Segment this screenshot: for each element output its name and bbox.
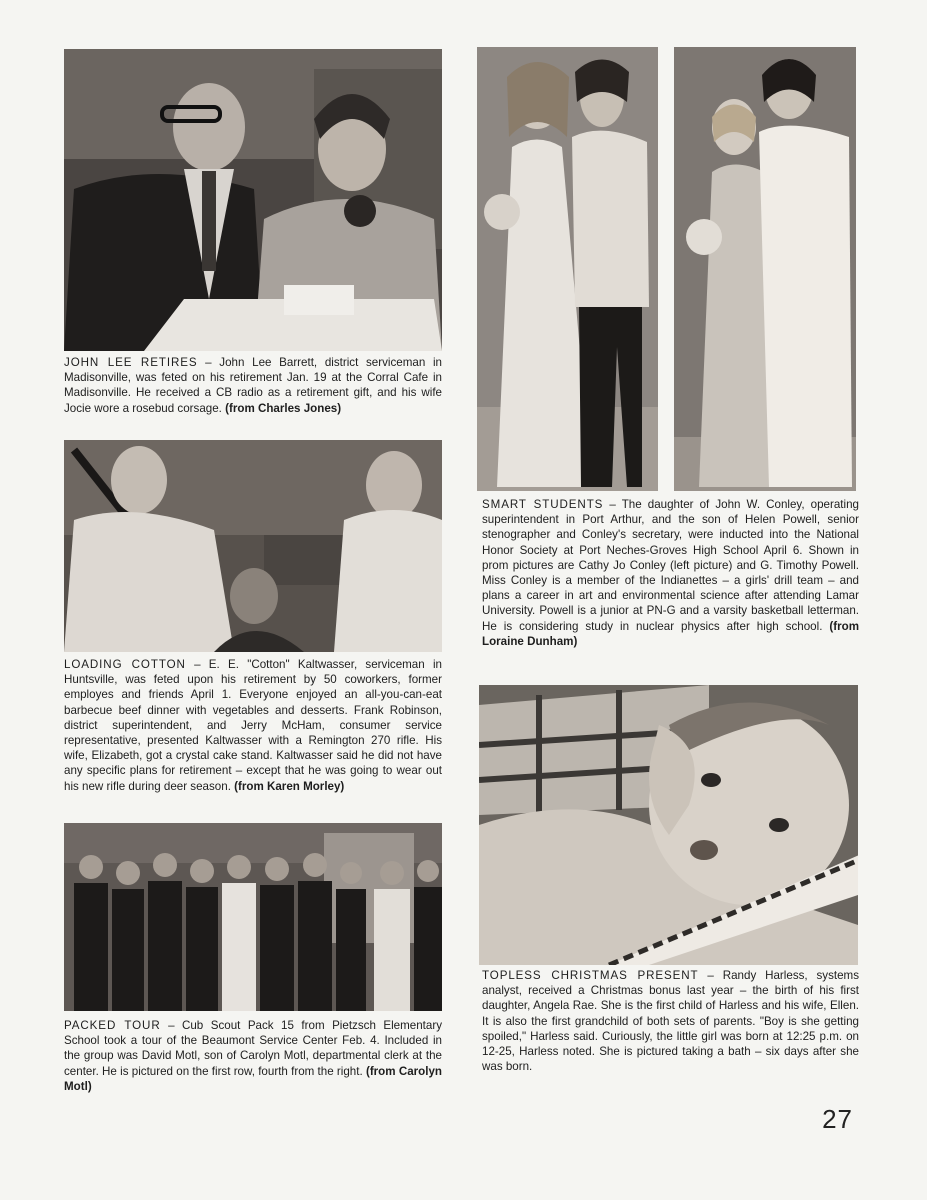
caption-dash: – [197,356,220,369]
caption-john-lee-body: John Lee Barrett, district serviceman in Madisonville, was feted on his retirement Jan. 19 at the Corral Cafe in Madisonville. He received a CB radio as a retirement gift, and his wife Jocie wore a rosebud corsage. [64,356,442,415]
caption-john-lee-credit: (from Charles Jones) [225,401,342,415]
caption-john-lee [64,355,442,416]
caption-packed-tour-body: Cub Scout Pack 15 from Pietzsch Elementary School took a tour of the Beaumont Service Center Feb. 4. Included in the group was David Motl, son of Carolyn Motl, departmental clerk at the center. He is pictured on the first row, fourth from the right. [64,1019,442,1078]
photo-baby [479,685,858,965]
caption-dash: – [603,498,622,511]
caption-smart-students [482,497,859,649]
photo-prom-left [477,47,658,491]
loading-photo-image [64,440,442,652]
caption-loading-cotton [64,657,442,794]
photo-retirement [64,49,442,351]
caption-topless [482,968,859,1074]
caption-topless-headline: TOPLESS CHRISTMAS PRESENT [482,969,699,982]
caption-loading-cotton-headline: LOADING COTTON [64,658,186,671]
page-number: 27 [822,1104,853,1134]
caption-smart-students-credit: (from Loraine Dunham) [482,619,859,648]
caption-packed-tour-headline: PACKED TOUR [64,1019,161,1032]
prom-right-photo-image [674,47,856,491]
photo-prom-right [674,47,856,491]
caption-packed-tour-credit: (from Carolyn Motl) [64,1064,442,1093]
caption-dash: – [698,969,723,982]
caption-dash: – [160,1019,182,1032]
photo-loading-cotton [64,440,442,652]
prom-left-photo-image [477,47,658,491]
caption-loading-cotton-body: E. E. "Cotton" Kaltwasser, serviceman in Huntsville, was feted upon his retirement by 50 coworkers, former employes and friends April 1. Everyone enjoyed an all-you-can-eat barbecue beef dinner with vegetables and desserts. Frank Robinson, district superintendent, and Jerry McHam, consumer service representative, presented Kaltwasser with a Remington 270 rifle. His wife, Elizabeth, got a crystal cake stand. Kaltwasser said he did not have any specific plans for retirement – except that he was going to wear out his new rifle during deer season. [64,658,442,793]
caption-packed-tour [64,1018,442,1094]
scouts-photo-image [64,823,442,1011]
caption-loading-cotton-credit: (from Karen Morley) [234,779,345,793]
caption-smart-students-body: The daughter of John W. Conley, operating superintendent in Port Arthur, and the son of Helen Powell, senior stenographer and Conley's secretary, were inducted into the National Honor Society at Port Neches-Groves High School April 6. Shown in prom pictures are Cathy Jo Conley (left picture) and G. Timothy Powell. Miss Conley is a member of the Indianettes – a girls' drill team – and plans a career in art and environmental science after attending Lamar University. Powell is a junior at PN-G and a varsity basketball letterman. He is considering study in nuclear physics after high school. [482,498,859,633]
caption-dash: – [185,658,209,671]
photo-cub-scouts [64,823,442,1011]
retirement-photo-image [64,49,442,351]
caption-john-lee-headline: JOHN LEE RETIRES [64,356,198,369]
baby-photo-image [479,685,858,965]
caption-smart-students-headline: SMART STUDENTS [482,498,604,511]
caption-topless-body: Randy Harless, systems analyst, received a Christmas bonus last year – the birth of his first daughter, Angela Rae. She is the first child of Harless and his wife, Ellen. It is also the first grandchild of both sets of parents. "Boy is she getting spoiled," Harless said. Curiously, the little girl was born at 12:25 p.m. on 12-25, Harless noted. She is pictured taking a bath – six days after she was born. [482,969,860,1074]
